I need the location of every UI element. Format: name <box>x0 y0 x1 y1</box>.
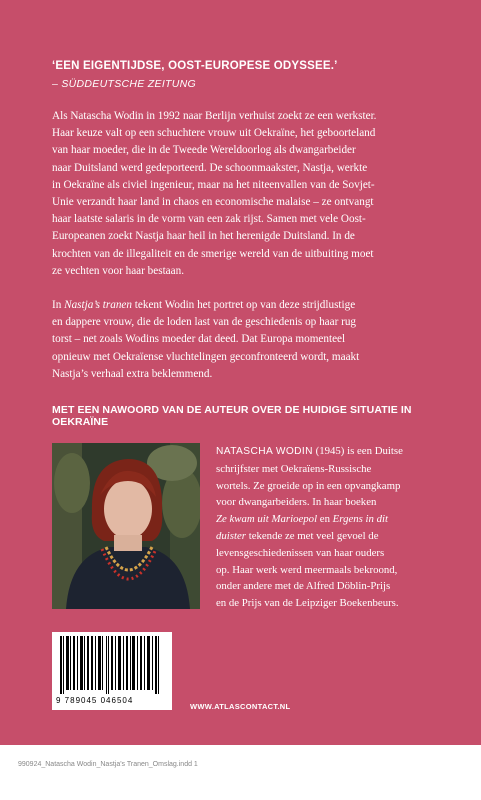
author-years: (1945) is een Duitse <box>312 445 403 457</box>
bio-line <box>216 511 456 528</box>
book-title: Ergens in dit <box>332 513 389 526</box>
bio-text: tekende ze met veel gevoel de <box>246 529 379 542</box>
blurb-line: krochten van de illegaliteit en de smerige wereld van de uitbuiting moet <box>52 247 374 260</box>
blurb-line: Europeanen zoekt Nastja haar heil in het herenigde Duitsland. In de <box>52 230 355 243</box>
book-title: Ze kwam uit Marioepol <box>216 513 318 526</box>
bio-line: op. Haar werk werd meermaals bekroond, <box>216 563 398 576</box>
blurb-line: Nastja’s verhaal extra beklemmend. <box>52 367 213 380</box>
blurb-line: Haar keuze valt op een schuchtere vrouw uit Oekraïne, het geboorteland <box>52 127 376 140</box>
author-name: NATASCHA WODIN <box>216 446 313 457</box>
bio-line: levensgeschiedenissen van haar ouders <box>216 546 385 559</box>
book-title: duister <box>216 529 246 542</box>
blurb-line: Unie verzandt haar land in chaos en economische malaise – ze ontvangt <box>52 196 374 209</box>
blurb-line: ze vechten voor haar bestaan. <box>52 264 185 277</box>
bio-line <box>216 443 456 461</box>
author-photo <box>52 443 200 609</box>
blurb-line: in Oekraïne als civiel ingenieur, maar na het niteenvallen van de Sovjet- <box>52 178 375 191</box>
blurb-paragraph-1 <box>52 108 452 280</box>
bio-text: en <box>317 513 333 526</box>
bio-line: voor dwangarbeiders. In haar boeken <box>216 496 377 509</box>
barcode-bars-icon <box>52 632 172 696</box>
barcode <box>52 632 172 710</box>
blurb-line: haar laatste salaris in de vorm van een zak rijst. Samen met vele Oost- <box>52 213 366 226</box>
blurb-intro: In <box>52 299 65 311</box>
blurb-line: en dappere vrouw, die de loden last van de geschiedenis op haar rug <box>52 316 357 329</box>
bio-line: wortels. Ze groeide op in een opvangkamp <box>216 479 401 492</box>
bio-line <box>216 528 456 545</box>
bio-line: en de Prijs van de Leipziger Boekenbeurs. <box>216 597 399 610</box>
blurb-line: torst – net zoals Wodins moeder dat deed. Dat Europa momenteel <box>52 333 346 346</box>
publisher-url: WWW.ATLASCONTACT.NL <box>190 702 291 711</box>
press-quote: ‘EEN EIGENTIJDSE, OOST-EUROPESE ODYSSEE.’ <box>52 60 338 72</box>
author-bio <box>216 443 456 612</box>
blurb-line: naar Duitsland werd gedeporteerd. De schoonmaakster, Nastja, werkte <box>52 161 368 174</box>
quote-source: – SÜDDEUTSCHE ZEITUNG <box>52 78 196 90</box>
blurb-line: van haar moeder, die in de Tweede Wereldoorlog als dwangarbeider <box>52 144 356 157</box>
blurb-line: opnieuw met Oekraïense vluchtelingen geconfronteerd wordt, maakt <box>52 350 360 363</box>
blurb-line <box>52 297 452 314</box>
print-slug: 990924_Natascha Wodin_Nastja's Tranen_Omslag.indd 1 <box>18 761 198 768</box>
afterword-note: MET EEN NAWOORD VAN DE AUTEUR OVER DE HUIDIGE SITUATIE IN OEKRAÏNE <box>52 404 412 428</box>
isbn-number: 9 789045 046504 <box>56 696 134 705</box>
bio-line: onder andere met de Alfred Döblin-Prijs <box>216 580 391 593</box>
bio-line: schrijfster met Oekraïens-Russische <box>216 462 372 475</box>
blurb-text: tekent Wodin het portret op van deze strijdlustige <box>132 299 356 311</box>
book-title: Nastja’s tranen <box>64 299 132 311</box>
blurb-line: Als Natascha Wodin in 1992 naar Berlijn verhuist zoekt ze een werkster. <box>52 110 377 122</box>
blurb-paragraph-2 <box>52 297 452 383</box>
